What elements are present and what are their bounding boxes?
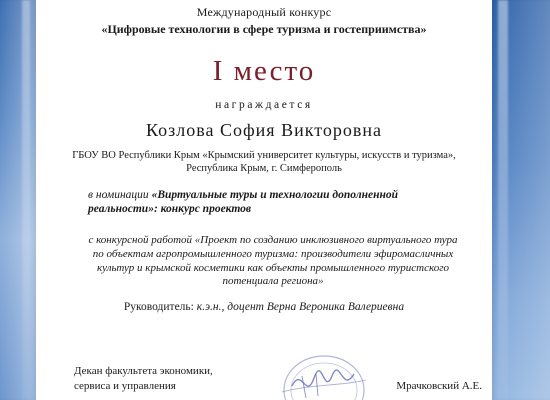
dean-title-line-2: сервиса и управления xyxy=(74,379,176,392)
work-line-1: с конкурсной работой «Проект по созданию инклюзивного виртуального тура xyxy=(88,234,458,246)
contest-title: «Цифровые технологии в сфере туризма и гостеприимства» xyxy=(101,22,427,36)
supervisor xyxy=(36,301,492,314)
work-line-3: культур и крымской косметики как объекты промышленного туристского xyxy=(97,261,449,274)
institution xyxy=(36,149,492,175)
right-decorative-border xyxy=(492,0,550,400)
nomination-prefix: в номинации xyxy=(88,189,152,201)
dean-name: Мрачковский А.Е. xyxy=(396,380,482,392)
work-line-4: потенциала региона» xyxy=(222,275,324,288)
awarded-label: награждается xyxy=(215,99,313,111)
supervisor-value: к.э.н., доцент Верна Вероника Валериевна xyxy=(196,301,405,313)
left-border-highlight xyxy=(22,0,30,400)
award-place: I место xyxy=(212,55,316,87)
left-decorative-border xyxy=(0,0,36,400)
competition-work xyxy=(72,234,474,289)
contest-type: Международный конкурс xyxy=(196,5,332,19)
right-border-highlight xyxy=(498,0,508,400)
official-seal-and-signature xyxy=(262,346,374,400)
certificate-body xyxy=(36,0,492,400)
nomination-name: «Виртуальные туры и технологии дополненной реальности»: конкурс проектов xyxy=(88,189,399,216)
institution-line-1: ГБОУ ВО Республики Крым «Крымский университет культуры, искусств и туризма», xyxy=(72,150,456,161)
recipient-name: Козлова София Викторовна xyxy=(146,120,382,140)
nomination xyxy=(88,188,450,217)
supervisor-label: Руководитель: xyxy=(123,301,197,313)
institution-line-2: Республика Крым, г. Симферополь xyxy=(186,163,342,175)
work-line-2: по объектам агропромышленного туризма: производители эфиромасличных xyxy=(92,247,454,260)
dean-title-line-1: Декан факультета экономики, xyxy=(74,365,213,377)
dean-title xyxy=(74,364,213,394)
